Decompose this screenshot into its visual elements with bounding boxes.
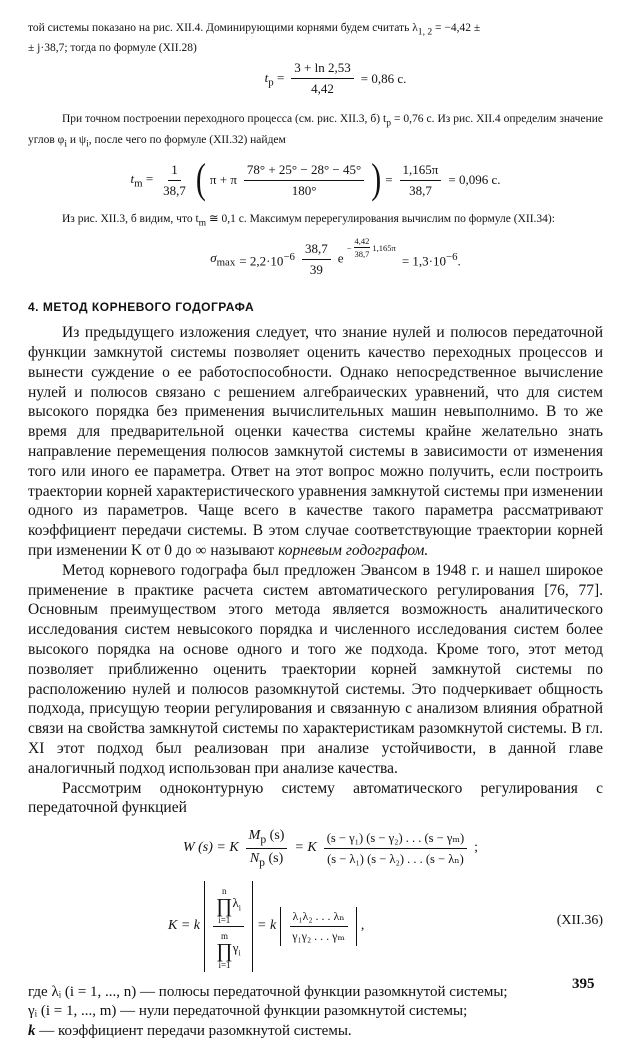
legend-block	[28, 983, 603, 1041]
equation-K-row	[28, 877, 603, 973]
equation-sigma	[28, 236, 603, 278]
sigma-exp-minus: −	[346, 242, 352, 253]
intro-line1-tail: = −4,42 ±	[432, 22, 481, 34]
tm-f2-num: 78° + 25° − 28° − 45°	[244, 162, 364, 181]
prod-bot-sub: i	[238, 949, 241, 958]
w-mid: = K	[294, 840, 317, 856]
paragraph-tm-check	[28, 211, 603, 231]
equation-tm: $t_m$ = $\frac{1}{38,7}$ ( π + π $\frac{78^\circ + 25^\circ - 28^\circ - 45^\circ}{180^\circ}$ ) = $\frac{1,165\pi}{38,7}$ = 0,096 с.	[130, 156, 501, 203]
sigma-exp-num: 4,42	[354, 236, 370, 247]
tm-fraction-3	[400, 162, 442, 199]
tm-lhs: t	[130, 171, 135, 187]
product-top	[216, 887, 241, 925]
sigma-lhs-sub: max	[216, 256, 236, 269]
w-f2-num: (s − γ₁) (s − γ₂) . . . (s − γₘ)	[324, 830, 467, 849]
sigma-coef: = 2,2·10	[239, 252, 284, 268]
tm-f3-den: 38,7	[409, 182, 432, 198]
section-heading: 4. МЕТОД КОРНЕВОГО ГОДОГРАФА	[28, 300, 255, 315]
tm-f2-den: 180°	[291, 182, 317, 198]
page-number: 395	[572, 976, 595, 992]
w-f2-den: (s − λ₁) (s − λ₂) . . . (s − λₙ)	[327, 851, 464, 866]
psi-sub: i	[86, 137, 89, 149]
sigma-dot: .	[457, 252, 461, 268]
sigma-exp-tail: 1,165π	[372, 242, 396, 253]
w-tail: ;	[474, 840, 479, 856]
p2-end: , после чего по формуле (XII.32) найдем	[88, 133, 286, 146]
prod-top-symbol: ∏	[216, 894, 233, 917]
page-content	[28, 14, 603, 1041]
sigma-f-den: 39	[309, 262, 323, 278]
tm-f1-num: 1	[168, 162, 181, 181]
tp-numerator: 3 + ln 2,53	[291, 60, 353, 79]
sigma-f-num: 38,7	[302, 241, 331, 260]
tm-eq: =	[145, 171, 154, 187]
sigma-fraction	[302, 241, 331, 278]
sigma-exp-den: 38,7	[354, 249, 370, 260]
tp-fraction	[291, 60, 353, 97]
para1-text: Из предыдущего изложения следует, что знание нулей и полюсов передаточной функции замкнутой системы позволяет оценить качество переходных процессов и вынести суждение о ее работоспособности. Однако непосредственное вычисление нулей и полюсов связано с решением алгебраических уравнений, что для систем высокого порядка без применения вычислительных машин невыполнимо. В то же время для предварительной оценки качества системы крайне желательно знать направление перемещения полюсов замкнутой системы в зависимости от изменения того или иного ее параметра. Ответ на этот вопрос можно получить, если построить траектории корней характеристического уравнения замкнутой системы при изменении одного из параметров. Чаще всего в качестве такого параметра рассматривают коэффициент передачи системы. В этом случае соответствующие траектории корней при изменении K от 0 до ∞ называют	[28, 324, 603, 559]
legend-k: k	[28, 1022, 36, 1039]
intro-text	[28, 20, 603, 56]
w-fraction-2	[324, 830, 467, 867]
k-abs-fraction	[280, 907, 357, 946]
tm-lhs-sub: m	[134, 177, 143, 190]
tm-f1-den: 38,7	[163, 182, 186, 198]
legend-line-1: где λᵢ (i = 1, ..., n) — полюсы передаточной функции разомкнутой системы;	[28, 983, 508, 1000]
root-locus-term: корневым годографом.	[278, 541, 429, 559]
w-lhs: W (s) = K	[182, 840, 239, 856]
prod-bot-upper: m	[221, 930, 229, 941]
lambda-subscript: 1, 2	[417, 26, 433, 38]
prod-bot-var: γ	[232, 940, 239, 956]
p2-and: и ψ	[67, 133, 87, 146]
paragraph-intro-root-locus	[28, 323, 603, 561]
tm-f3-num: 1,165π	[400, 162, 442, 181]
intro-line2: ± j·38,7; тогда по формуле (XII.28)	[28, 42, 197, 55]
paragraph-tp-check	[28, 111, 603, 152]
paragraph-evans: Метод корневого годографа был предложен Эвансом в 1948 г. и нашел широкое применение в практике расчета систем автоматического регулирования [76, 77]. Основным преимуществом этого метода является возможность аналитического исследования систем невысокого порядка и численного исследования систем более высокого порядка на основе одного и того же подхода. Кроме того, этот метод позволяет приближенно оценить траектории корней замкнутой системы по расположению нулей и полюсов разомкнутой системы. Это подчеркивает общность подхода, присущую теории регулирования и связанную с анализом влияния обратной связи на свойства замкнутой системы по характеристикам разомкнутой системы. В гл. XI этот подход был реализован при анализе устойчивости, в данной главе аналогичный подход использован при анализе качества.	[28, 561, 603, 777]
k-mid: = k	[257, 918, 277, 934]
w-f1-den-n: N	[249, 850, 260, 866]
w-f1-den-tail: (s)	[265, 850, 284, 866]
p2-tail: = 0,76 с. Из рис. XII.4 определим значение углов φ	[28, 113, 603, 146]
prod-top-var: λ	[232, 895, 239, 911]
equation-K	[168, 881, 364, 972]
tm-result: = 0,096 с.	[448, 172, 501, 188]
tm-fraction-2	[244, 162, 364, 199]
tp-lhs-sub: р	[268, 76, 274, 89]
w-f1-num-m: M	[248, 828, 261, 844]
w-f1-num-tail: (s)	[266, 828, 285, 844]
prod-top-lower: i=1	[218, 914, 231, 925]
w-f1-num-sub: р	[260, 832, 267, 846]
sigma-lhs: σ	[210, 250, 217, 266]
legend-line-2: γᵢ (i = 1, ..., m) — нули передаточной функции разомкнутой системы;	[28, 1003, 468, 1020]
sigma-result: = 1,3·10	[401, 252, 447, 268]
product-bottom	[216, 932, 240, 970]
sigma-result-exp: −6	[446, 250, 458, 263]
equation-tp: $t_р$ = $\frac{3 + \ln 2,53}{4,42}$ = 0,86 с.	[264, 60, 407, 97]
k-f-num: λ₁λ₂ . . . λₙ	[290, 909, 348, 927]
tm-inner: π + π	[209, 172, 237, 188]
open-paren: (	[195, 156, 206, 203]
k-prod-den	[213, 927, 243, 970]
prod-top-upper: n	[221, 885, 227, 896]
k-tail: ,	[360, 918, 365, 934]
tp-denominator: 4,42	[311, 81, 334, 97]
prod-bot-lower: i=1	[218, 959, 231, 970]
k-f-den: γ₁γ₂ . . . γₘ	[292, 928, 345, 943]
p3-tail: ≅ 0,1 с. Максимум перерегулирования вычислим по формуле (XII.34):	[206, 212, 555, 225]
k-lhs: K = k	[168, 918, 200, 934]
p2-sub: р	[386, 117, 391, 129]
prod-bot-symbol: ∏	[216, 939, 233, 962]
intro-line1: той системы показано на рис. XII.4. Доминирующими корнями будем считать λ	[28, 22, 418, 34]
w-fraction-1	[246, 828, 288, 869]
k-prod-num	[213, 883, 244, 927]
legend-l3-text: — коэффициент передачи разомкнутой системы.	[35, 1022, 352, 1039]
sigma-coef-exp: −6	[283, 250, 295, 263]
paragraph-single-loop: Рассмотрим одноконтурную систему автоматического регулирования с передаточной функцией	[28, 779, 603, 817]
equation-W	[28, 828, 603, 869]
p3-text: Из рис. XII.3, б видим, что t	[62, 212, 199, 225]
equation-number: (XII.36)	[556, 912, 603, 928]
tm-fraction-1	[160, 162, 189, 199]
sigma-e: e	[337, 250, 344, 266]
k-abs-product	[204, 881, 253, 972]
w-f1-num	[246, 828, 288, 849]
w-f1-den-sub: р	[259, 855, 265, 869]
tp-lhs: t	[264, 69, 269, 85]
prod-top-sub: i	[238, 904, 242, 913]
tp-result: = 0,86 с.	[360, 70, 407, 86]
p2-text: При точном построении переходного процесса (см. рис. XII.3, б) t	[62, 113, 387, 126]
p3-sub: m	[198, 217, 207, 229]
w-f1-den	[247, 849, 286, 869]
phi-sub: i	[64, 137, 67, 149]
legend-line-3	[28, 1022, 603, 1041]
close-paren: )	[371, 156, 382, 203]
